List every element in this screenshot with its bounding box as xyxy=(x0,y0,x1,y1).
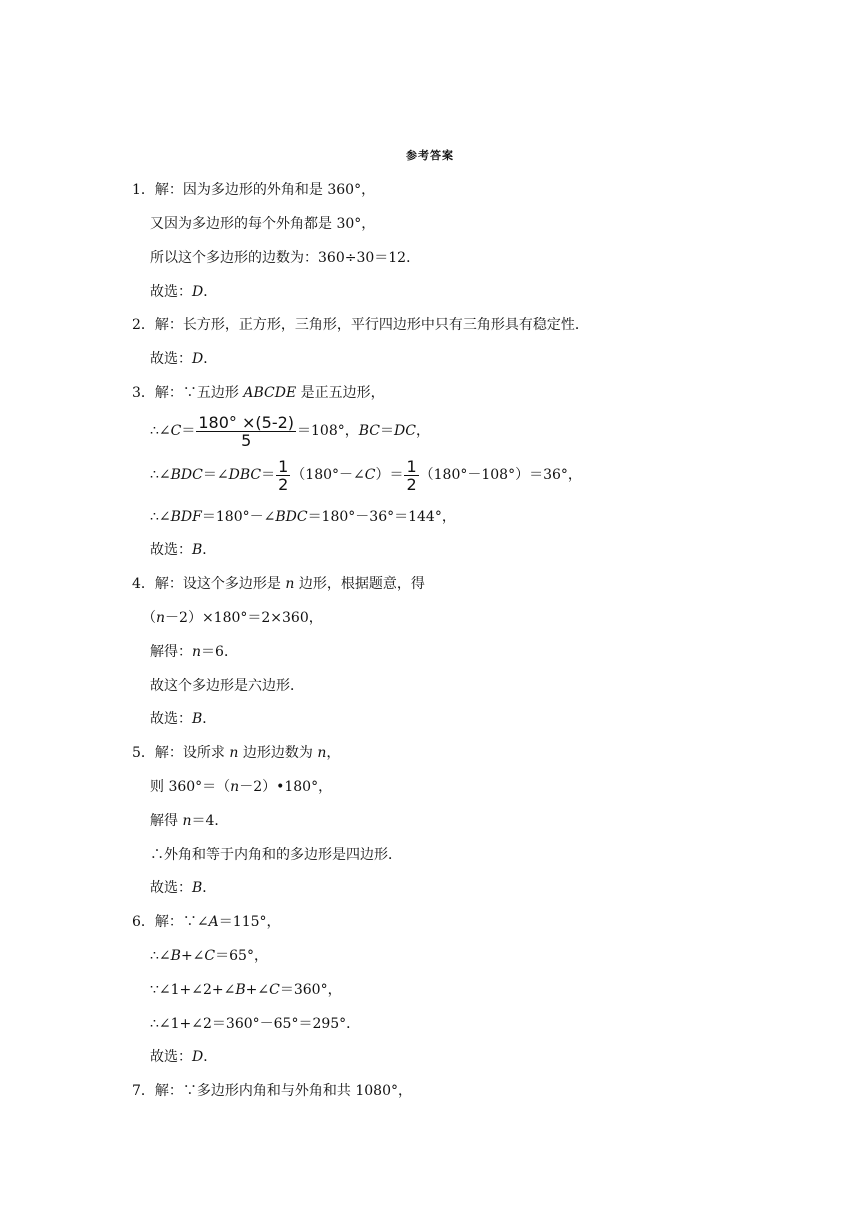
q5-line-4: ∴外角和等于内角和的多边形是四边形． xyxy=(150,847,402,863)
q3-number: 3． xyxy=(132,385,155,401)
q3-line-4: ∴∠BDF＝180°－∠BDC＝180°－36°＝144°， xyxy=(150,509,456,525)
q5-line-3: 解得 n＝4． xyxy=(150,813,229,829)
q3-fraction-angle: $\frac{180^\circ \times(5-2)}{5}$ xyxy=(198,412,295,450)
q6-answer: 故选：D． xyxy=(150,1049,218,1065)
q4-line-2: （n－2）×180°＝2×360， xyxy=(142,610,323,626)
q6-line-1: 6．解：∵∠A＝115°， xyxy=(132,914,281,930)
q4-line-4: 故这个多边形是六边形． xyxy=(150,678,304,694)
q1-answer: 故选：D． xyxy=(150,284,218,300)
q3-line-1: 3．解：∵五边形 ABCDE 是正五边形， xyxy=(132,385,385,401)
q7-number: 7． xyxy=(132,1083,155,1099)
q5-answer: 故选：B． xyxy=(150,880,217,896)
q6-line-3: ∵∠1+∠2+∠B+∠C＝360°， xyxy=(150,982,342,998)
q3-answer: 故选：B． xyxy=(150,542,217,558)
q3-fraction-half-1: $\frac{1}{2}$ xyxy=(278,456,289,494)
q3-line-3: ∴∠BDC＝∠DBC＝ $\frac{1}{2}$ （180°－∠C）＝ $\frac{1}{2}$ （180°－108°）＝36°， xyxy=(150,456,582,494)
q4-answer: 故选：B． xyxy=(150,711,217,727)
q1-line-3: 所以这个多边形的边数为：360÷30＝12． xyxy=(150,250,421,266)
q5-line-1: 5．解：设所求 n 边形边数为 n， xyxy=(132,745,341,761)
q5-line-2: 则 360°＝（n－2）•180°， xyxy=(150,779,333,795)
q2-number: 2． xyxy=(132,317,155,333)
q1-number: 1． xyxy=(132,182,155,198)
q6-line-4: ∴∠1+∠2＝360°－65°＝295°． xyxy=(150,1016,361,1032)
q2-answer: 故选：D． xyxy=(150,351,218,367)
q3-fraction-half-2: $\frac{1}{2}$ xyxy=(406,456,417,494)
q1-line-1: 1．解：因为多边形的外角和是 360°， xyxy=(132,182,376,198)
q4-line-1: 4．解：设这个多边形是 n 边形，根据题意，得 xyxy=(132,576,425,592)
q3-line-2: ∴∠C＝ $\frac{180^\circ \times(5-2)}{5}$ ＝108°，BC＝DC， xyxy=(150,412,430,450)
q7-line-1: 7．解：∵多边形内角和与外角和共 1080°， xyxy=(132,1083,413,1099)
q1-line-2: 又因为多边形的每个外角都是 30°， xyxy=(150,216,376,232)
q4-number: 4． xyxy=(132,576,155,592)
q4-line-3: 解得：n＝6． xyxy=(150,644,238,660)
q6-number: 6． xyxy=(132,914,155,930)
q6-line-2: ∴∠B+∠C＝65°， xyxy=(150,948,268,964)
page-title: 参考答案 xyxy=(406,150,454,162)
q2-line-1: 2．解：长方形，正方形，三角形，平行四边形中只有三角形具有稳定性． xyxy=(132,317,589,333)
q5-number: 5． xyxy=(132,745,155,761)
